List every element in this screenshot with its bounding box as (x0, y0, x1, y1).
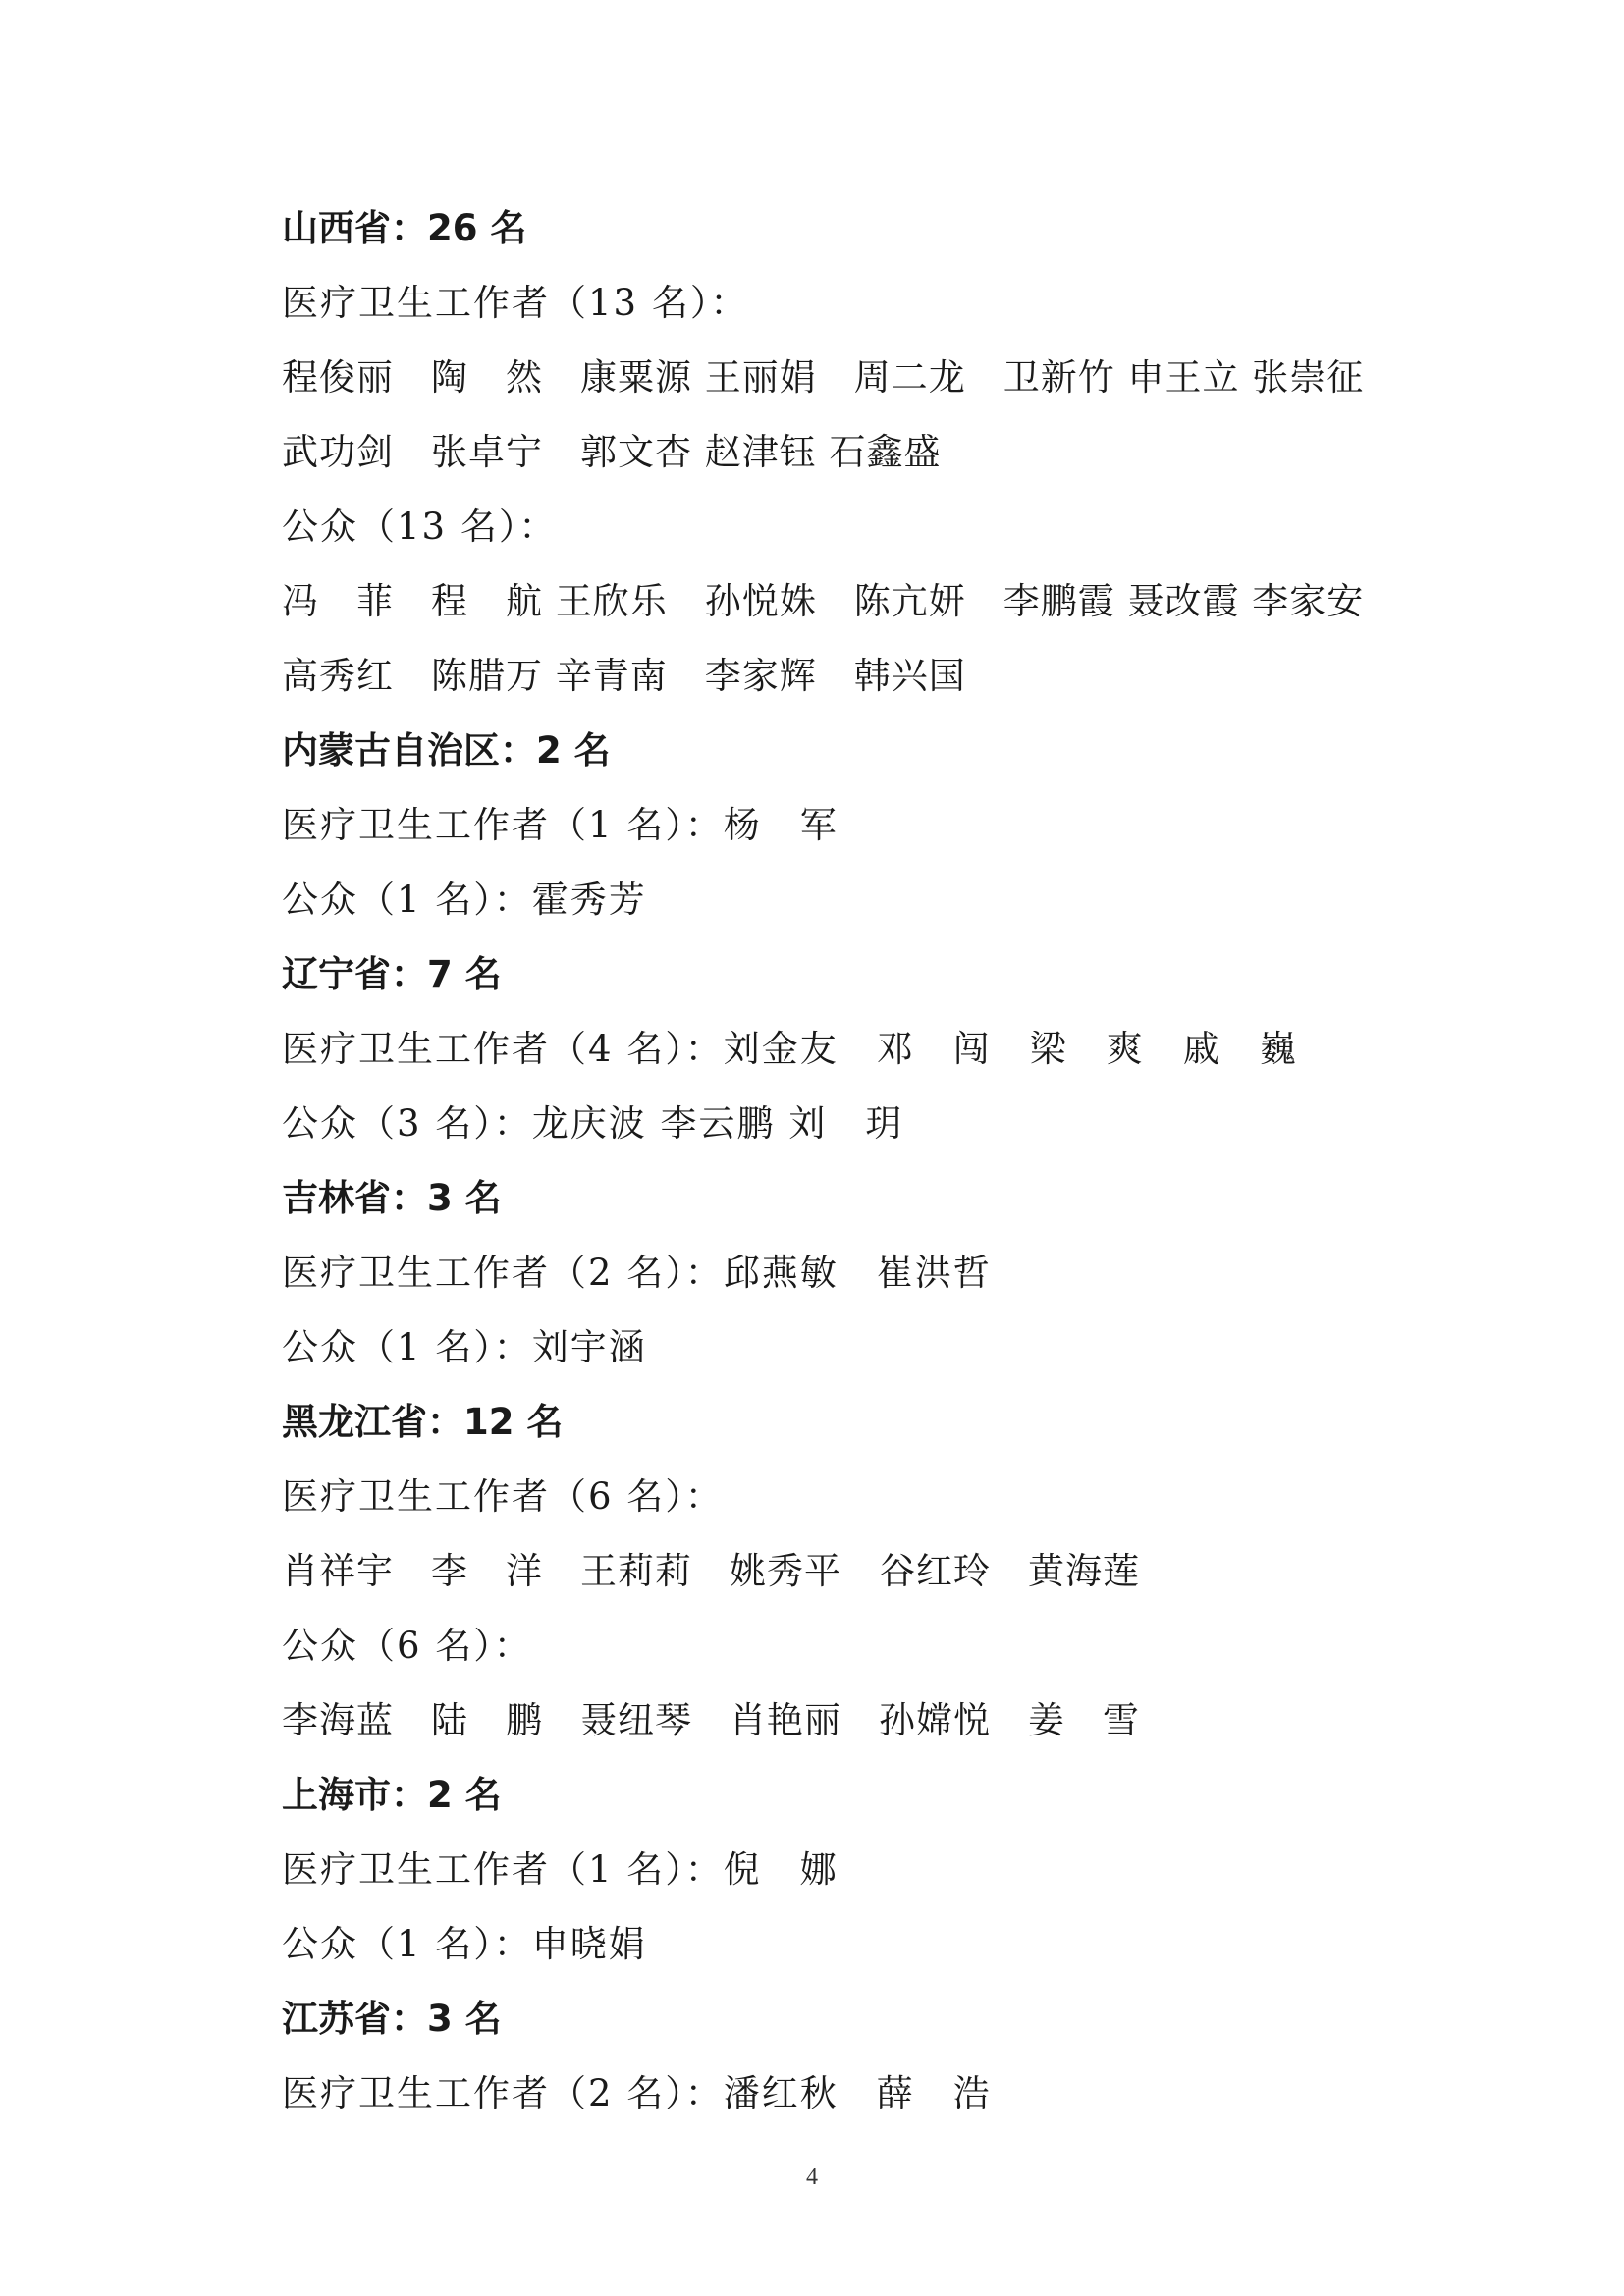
category-label: 医疗卫生工作者（1 名）：杨 军 (282, 804, 839, 846)
category-label: 公众（1 名）：申晓娟 (282, 1923, 647, 1965)
section-heading: 上海市：2 名 (282, 1774, 502, 1816)
category-label: 医疗卫生工作者（2 名）：潘红秋 薛 浩 (282, 2072, 992, 2114)
name-list: 程俊丽 陶 然 康粟源 王丽娟 周二龙 卫新竹 申王立 张崇征 (282, 356, 1365, 399)
category-label: 医疗卫生工作者（2 名）：邱燕敏 崔洪哲 (282, 1252, 992, 1294)
section-heading: 黑龙江省：12 名 (282, 1401, 564, 1443)
section-heading: 江苏省：3 名 (282, 1998, 502, 2040)
category-label: 公众（13 名）： (282, 506, 558, 548)
name-list: 肖祥宇 李 洋 王莉莉 姚秀平 谷红玲 黄海莲 (282, 1550, 1140, 1592)
category-label: 公众（1 名）：刘宇涵 (282, 1326, 647, 1368)
category-label: 医疗卫生工作者（1 名）：倪 娜 (282, 1848, 839, 1891)
category-label: 医疗卫生工作者（13 名）： (282, 282, 749, 324)
category-label: 公众（1 名）：霍秀芳 (282, 879, 647, 921)
page-number: 4 (806, 2164, 818, 2190)
name-list: 冯 菲 程 航 王欣乐 孙悦姝 陈亢妍 李鹏霞 聂改霞 李家安 (282, 580, 1365, 622)
category-label: 公众（6 名）： (282, 1625, 532, 1667)
section-heading: 吉林省：3 名 (282, 1177, 502, 1219)
name-list: 李海蓝 陆 鹏 聂纽琴 肖艳丽 孙嫦悦 姜 雪 (282, 1699, 1140, 1741)
section-heading: 辽宁省：7 名 (282, 953, 502, 995)
section-heading: 山西省：26 名 (282, 207, 527, 249)
section-heading: 内蒙古自治区：2 名 (282, 729, 611, 772)
category-label: 公众（3 名）：龙庆波 李云鹏 刘 玥 (282, 1102, 904, 1145)
document-body (282, 191, 1440, 2131)
name-list: 高秀红 陈腊万 辛青南 李家辉 韩兴国 (282, 655, 966, 697)
category-label: 医疗卫生工作者（4 名）：刘金友 邓 闯 梁 爽 戚 巍 (282, 1028, 1298, 1070)
category-label: 医疗卫生工作者（6 名）： (282, 1475, 724, 1518)
name-list: 武功剑 张卓宁 郭文杏 赵津钰 石鑫盛 (282, 431, 942, 473)
